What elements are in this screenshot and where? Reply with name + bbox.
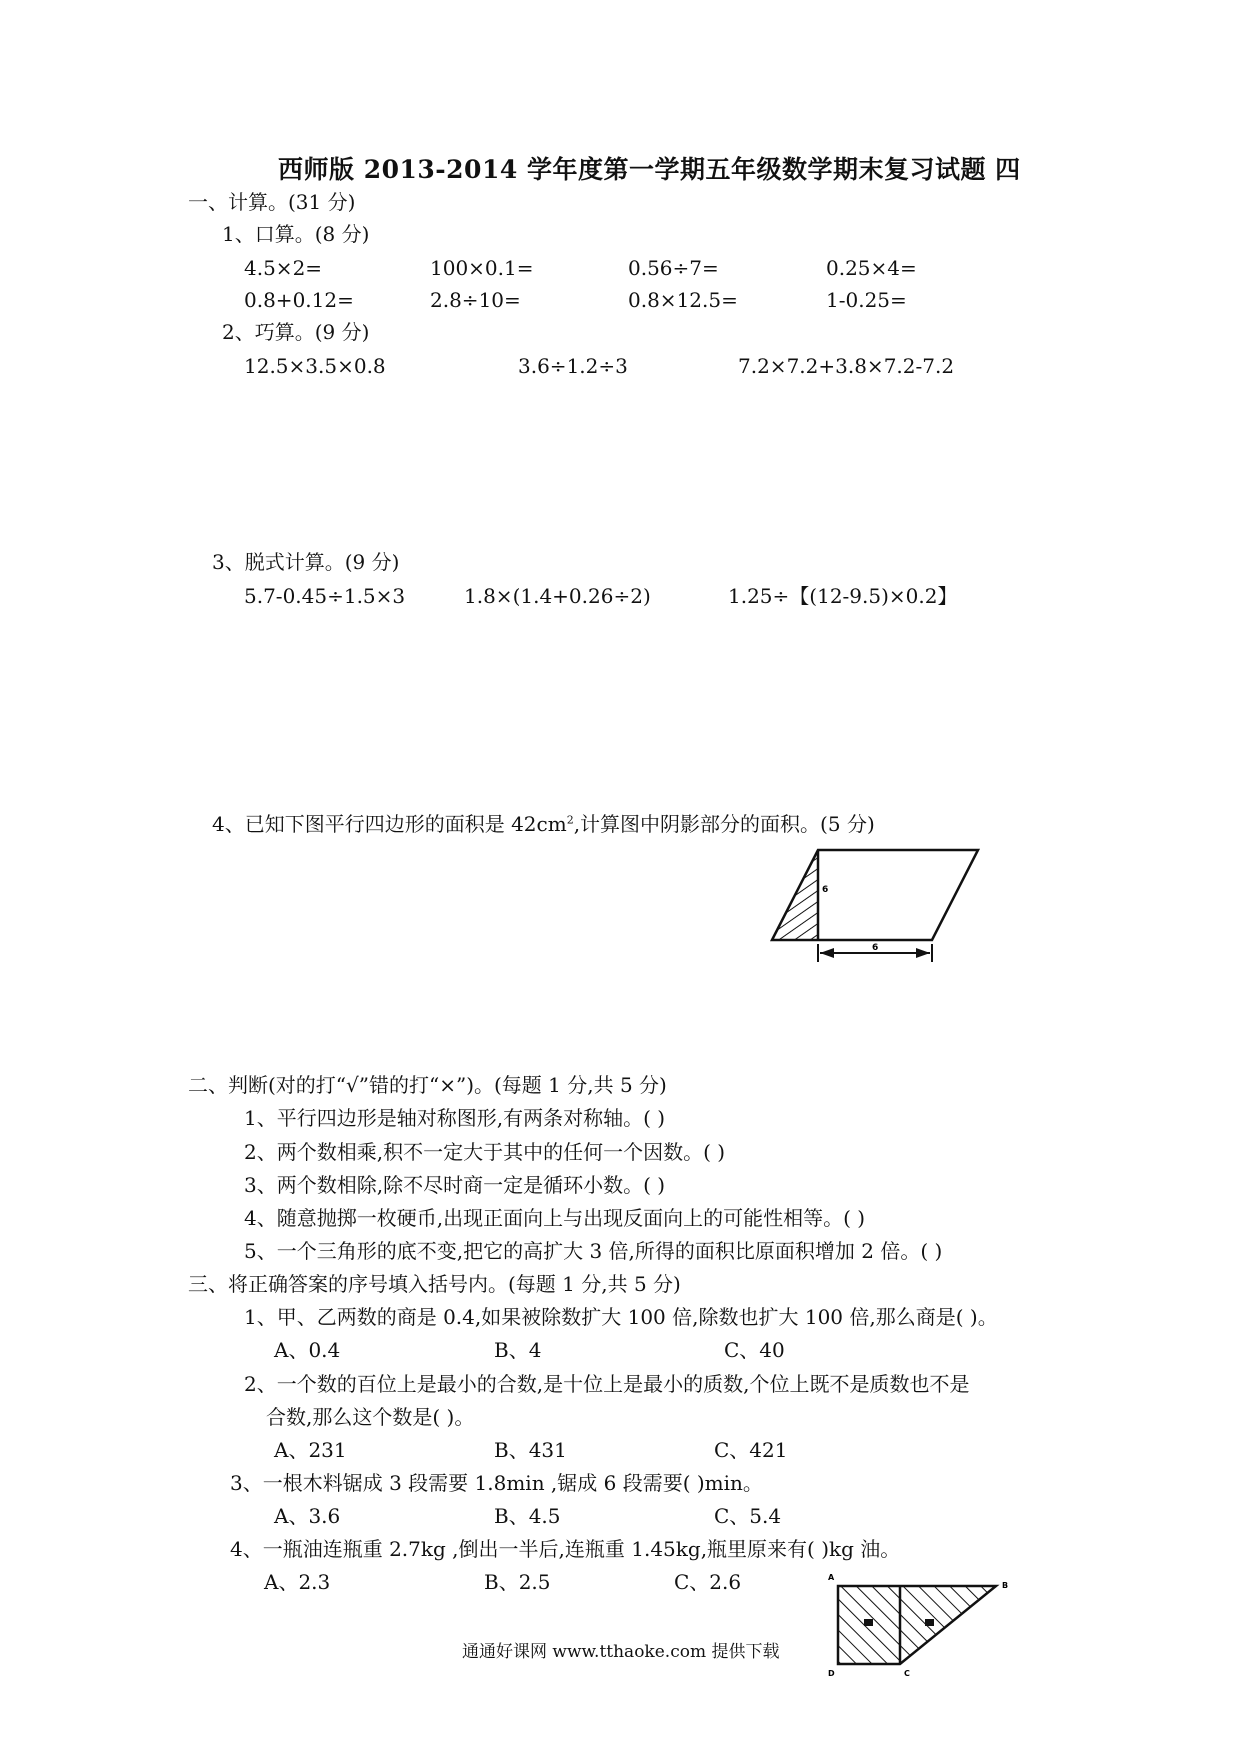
choice-q2-stem: 2、一个数的百位上是最小的合数,是十位上是最小的质数,个位上既不是质数也不是: [244, 1372, 970, 1396]
base-arrow-right: [916, 948, 930, 958]
choice-q2-stem-cont: 合数,那么这个数是( )。: [266, 1405, 475, 1429]
q4-stem: [212, 814, 875, 834]
q3-heading: 3、脱式计算。(9 分): [212, 550, 400, 574]
choice-option: A、231: [274, 1438, 347, 1462]
q4-stem-text: 4、已知下图平行四边形的面积是 42cm: [212, 812, 567, 836]
oral-calc-item: 100×0.1=: [430, 256, 534, 280]
choice-option: C、2.6: [674, 1570, 742, 1594]
smart-calc-item: 7.2×7.2+3.8×7.2-7.2: [738, 354, 955, 378]
q2-heading: 2、巧算。(9 分): [222, 320, 370, 344]
oral-calc-item: 2.8÷10=: [430, 288, 521, 312]
judge-item: 4、随意抛掷一枚硬币,出现正面向上与出现反面向上的可能性相等。( ): [244, 1206, 866, 1230]
choice-option: B、4: [494, 1338, 542, 1362]
choice-q1-stem: 1、甲、乙两数的商是 0.4,如果被除数扩大 100 倍,除数也扩大 100 倍,那么商是( )。: [244, 1305, 998, 1329]
q1-heading: 1、口算。(8 分): [222, 222, 370, 246]
height-label: 6: [822, 885, 829, 895]
choice-option: B、431: [494, 1438, 567, 1462]
judge-item: 1、平行四边形是轴对称图形,有两条对称轴。( ): [244, 1106, 666, 1130]
base-label: 6: [872, 943, 879, 953]
part1-heading: 一、计算。(31 分): [188, 190, 356, 214]
vertex-label-c: C: [904, 1669, 910, 1678]
choice-option: C、5.4: [714, 1504, 782, 1528]
footer-credit: 通通好课网 www.tthaoke.com 提供下载: [462, 1642, 780, 1662]
page-title: 西师版 2013-2014 学年度第一学期五年级数学期末复习试题 四: [278, 155, 1021, 184]
choice-q3-stem: 3、一根木料锯成 3 段需要 1.8min ,锯成 6 段需要( )min。: [230, 1471, 763, 1495]
q4-stem-sup: 2: [566, 813, 574, 827]
choice-option: A、3.6: [274, 1504, 341, 1528]
choice-option: B、4.5: [494, 1504, 561, 1528]
vertex-label-d: D: [828, 1669, 835, 1678]
label-box-1: [864, 1619, 873, 1626]
choice-option: A、0.4: [274, 1338, 341, 1362]
label-box-2: [925, 1619, 934, 1626]
judge-item: 3、两个数相除,除不尽时商一定是循环小数。( ): [244, 1173, 666, 1197]
choice-q4-stem: 4、一瓶油连瓶重 2.7kg ,倒出一半后,连瓶重 1.45kg,瓶里原来有( )kg 油。: [230, 1537, 901, 1561]
part3-heading: 三、将正确答案的序号填入括号内。(每题 1 分,共 5 分): [188, 1272, 681, 1296]
q4-stem-text-after: ,计算图中阴影部分的面积。(5 分): [573, 812, 875, 836]
judge-item: 2、两个数相乘,积不一定大于其中的任何一个因数。( ): [244, 1140, 726, 1164]
smart-calc-item: 12.5×3.5×0.8: [244, 354, 386, 378]
part2-heading: 二、判断(对的打“√”错的打“×”)。(每题 1 分,共 5 分): [188, 1073, 667, 1097]
smart-calc-item: 3.6÷1.2÷3: [518, 354, 628, 378]
vertex-label-b: B: [1002, 1581, 1009, 1590]
oral-calc-item: 4.5×2=: [244, 256, 323, 280]
choice-option: B、2.5: [484, 1570, 551, 1594]
step-calc-item: 5.7-0.45÷1.5×3: [244, 584, 406, 608]
step-calc-item: 1.8×(1.4+0.26÷2): [464, 584, 651, 608]
trapezoid-figure: [826, 1572, 1016, 1682]
step-calc-item: 1.25÷【(12-9.5)×0.2】: [728, 584, 958, 608]
choice-option: A、2.3: [264, 1570, 331, 1594]
judge-item: 5、一个三角形的底不变,把它的高扩大 3 倍,所得的面积比原面积增加 2 倍。( ): [244, 1239, 943, 1263]
shaded-region: [838, 1586, 996, 1664]
oral-calc-item: 0.8×12.5=: [628, 288, 738, 312]
oral-calc-item: 0.25×4=: [826, 256, 917, 280]
base-arrow-left: [820, 948, 834, 958]
choice-option: C、421: [714, 1438, 788, 1462]
vertex-label-a: A: [828, 1573, 835, 1582]
oral-calc-item: 0.56÷7=: [628, 256, 719, 280]
oral-calc-item: 0.8+0.12=: [244, 288, 354, 312]
choice-option: C、40: [724, 1338, 785, 1362]
oral-calc-item: 1-0.25=: [826, 288, 907, 312]
parallelogram-figure: [768, 848, 998, 988]
